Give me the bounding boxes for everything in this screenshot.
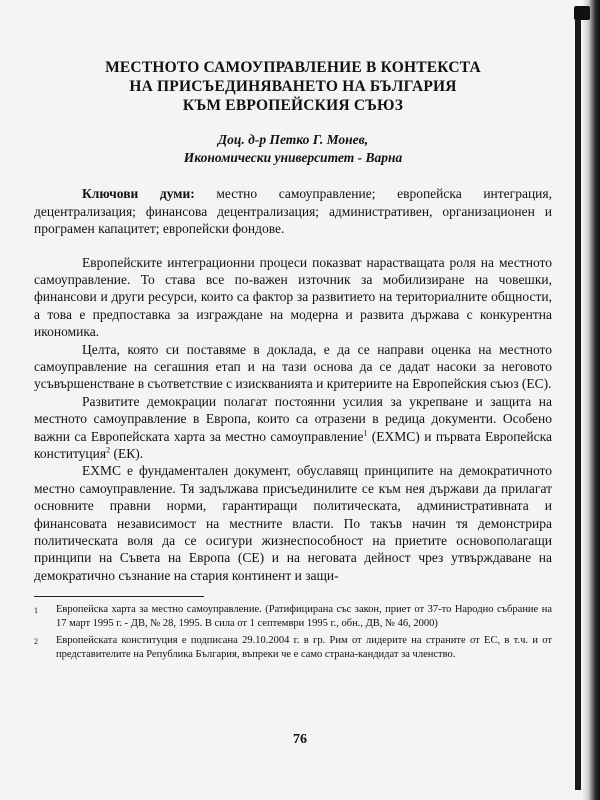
footnote-item <box>34 603 552 630</box>
keywords-paragraph <box>34 185 552 238</box>
paragraph-3 <box>34 393 552 463</box>
footnote-number: 2 <box>34 637 38 647</box>
title-line-2: НА ПРИСЪЕДИНЯВАНЕТО НА БЪЛГАРИЯ <box>129 78 457 95</box>
paragraph-3-part-c: (ЕК). <box>110 445 144 461</box>
page-number: 76 <box>293 732 307 747</box>
footnote-text: Европейска харта за местно самоуправление. (Ратифицирана със закон, приет от 37-то Народно събрание на 17 март 1995 г. - ДВ, № 28, 1995. В сила от 1 септември 1995 г., обн., ДВ, № 46, 2000) <box>56 604 552 629</box>
keywords-text: местно самоуправление; европейска интеграция, децентрализация; финансова децентрализация; административен, организационен и програмен капацитет; европейски фондове. <box>34 186 552 236</box>
footnote-item <box>34 634 552 661</box>
scan-corner-mark <box>574 6 590 20</box>
scan-edge <box>582 0 600 800</box>
footnote-text: Европейската конституция е подписана 29.10.2004 г. в гр. Рим от лидерите на страните от ЕС, в т.ч. и от представителите на Република България, въпреки че е само страна-кандидат за членство. <box>56 635 552 660</box>
paragraph-3-part-a: Развитите демокрации полагат постоянни усилия за укрепване и защита на местното самоуправление в Европа, които са отразени в редица документи. Особено важни са Европейската харта за местно самоуправление <box>34 393 552 444</box>
footnotes <box>34 603 552 661</box>
scan-binding-shadow <box>575 10 581 790</box>
title-line-3: КЪМ ЕВРОПЕЙСКИЯ СЪЮЗ <box>182 97 404 114</box>
document-page <box>34 58 552 665</box>
paragraph-2: Целта, която си поставяме в доклада, е да се направи оценка на местното самоуправление на сегашния етап и на тази основа да се дадат насоки за неговото усъвършенстване в съответствие с изискванията и критериите на Европейския съюз (ЕС). <box>34 341 552 392</box>
footnote-ref-2: 2 <box>106 445 111 455</box>
paragraph-1: Европейските интеграционни процеси показват нарастващата роля на местното самоуправление. То става все по-важен източник за мобилизиране на човешки, финансови и други ресурси, които са фактор за развитието на териториалните общности, а това е предпоставка за изграждане на модерна и развита държава с конкурентна икономика. <box>34 254 552 340</box>
article-title <box>34 58 552 115</box>
title-line-1: МЕСТНОТО САМОУПРАВЛЕНИЕ В КОНТЕКСТА <box>105 59 481 76</box>
article-body <box>34 254 552 585</box>
paragraph-4: ЕХМС е фундаментален документ, обуславящ принципите на демократичното местно самоуправление. Тя задължава присъединилите се към нея държави да прилагат основните правни норми, гарантиращи политическата, административната и финансовата независимост на местните власти. По такъв начин тя демонстрира политическата воля да се осигури жизнеспособност на приетите основополагащи принципи на Съвета на Европа (СЕ) и на неговата дейност чрез утвърждаване на демократично съзнание на стария континент и защи- <box>34 463 552 583</box>
footnote-separator <box>34 596 204 597</box>
paragraph-3-part-b: (ЕХМС) и първата Европейска конституция <box>34 428 552 461</box>
author-affiliation: Икономически университет - Варна <box>183 150 403 165</box>
footnote-ref-1: 1 <box>363 428 368 438</box>
author-name: Доц. д-р Петко Г. Монев, <box>217 132 369 147</box>
author-block <box>34 131 552 167</box>
keywords-label: Ключови думи: <box>82 186 195 201</box>
footnote-number: 1 <box>34 606 38 616</box>
